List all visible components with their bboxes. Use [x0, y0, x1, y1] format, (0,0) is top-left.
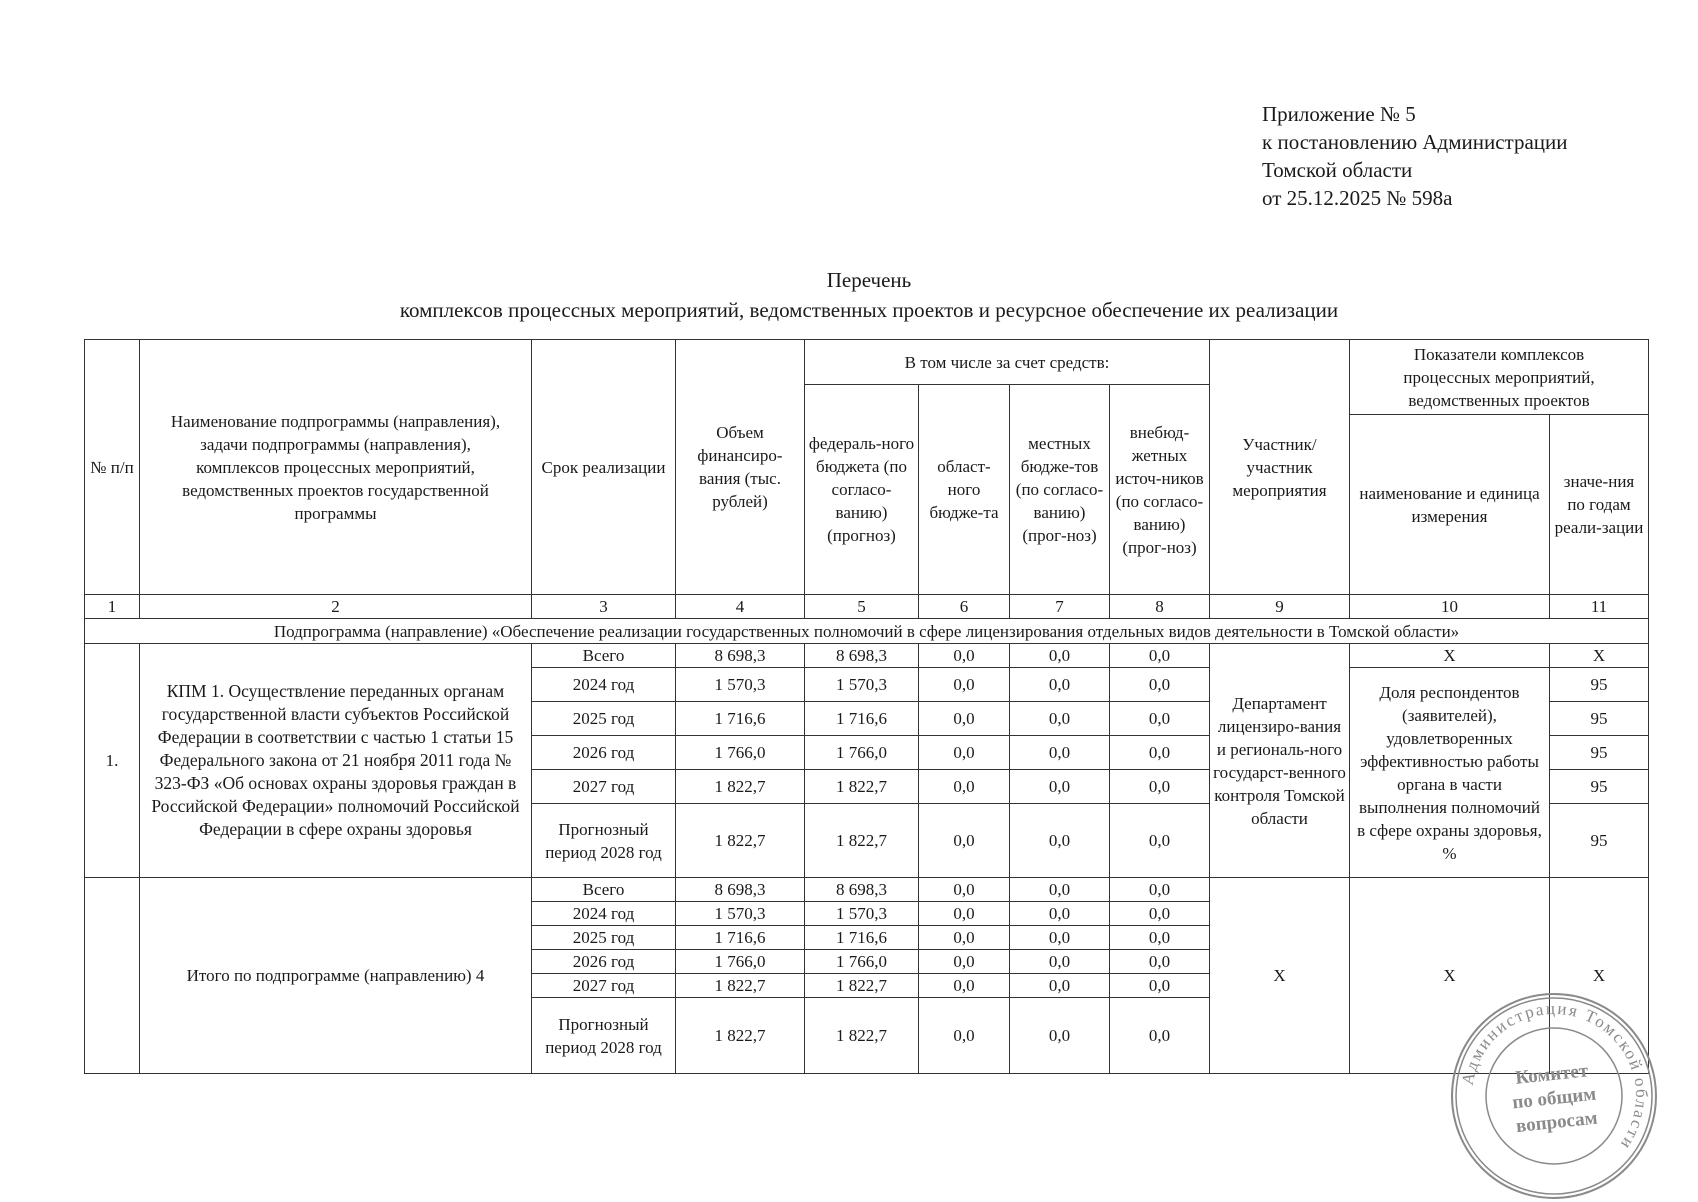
- header-federal: федераль-ного бюджета (по согласо-ванию) (прогноз): [805, 385, 919, 595]
- indicator-name-cell: Доля респондентов (заявителей), удовлетворенных эффективностью работы органа в части выполнения полномочий в сфере охраны здоровья, %: [1350, 668, 1550, 878]
- col-number: 9: [1210, 595, 1350, 619]
- appendix-date-line: от 25.12.2025 № 598а: [1262, 186, 1453, 210]
- appendix-block: [1262, 100, 1568, 212]
- appendix-line: Приложение № 5: [1262, 102, 1416, 126]
- volume-cell: 1 822,7: [676, 804, 805, 878]
- term-cell: 2026 год: [532, 736, 676, 770]
- volume-cell: 1 822,7: [676, 770, 805, 804]
- regional-cell: 0,0: [919, 736, 1010, 770]
- term-cell: 2025 год: [532, 702, 676, 736]
- value-x-cell: X: [1550, 644, 1649, 668]
- term-cell: 2025 год: [532, 926, 676, 950]
- col-number: 1: [85, 595, 140, 619]
- col-number: 8: [1110, 595, 1210, 619]
- appendix-line: Томской области: [1262, 158, 1413, 182]
- header-volume: Объем финансиро-вания (тыс. рублей): [676, 340, 805, 595]
- stamp-ring-text: Администрация Томской области: [1457, 998, 1652, 1155]
- header-num: № п/п: [85, 340, 140, 595]
- term-cell: Всего: [532, 644, 676, 668]
- extra-cell: 0,0: [1110, 974, 1210, 998]
- indicator-value-cell: 95: [1550, 770, 1649, 804]
- local-cell: 0,0: [1010, 644, 1110, 668]
- local-cell: 0,0: [1010, 770, 1110, 804]
- indicator-value-cell: 95: [1550, 804, 1649, 878]
- header-name: Наименование подпрограммы (направления), задачи подпрограммы (направления), комплексов процессных мероприятий, ведомственных проектов государственной программы: [140, 340, 532, 595]
- federal-cell: 1 716,6: [805, 702, 919, 736]
- local-cell: 0,0: [1010, 974, 1110, 998]
- extra-cell: 0,0: [1110, 804, 1210, 878]
- total-row: [85, 878, 1649, 902]
- header-local: местных бюдже-тов (по согласо-ванию) (прог-ноз): [1010, 385, 1110, 595]
- federal-cell: 8 698,3: [805, 644, 919, 668]
- term-cell: 2027 год: [532, 770, 676, 804]
- regional-cell: 0,0: [919, 998, 1010, 1074]
- col-number: 10: [1350, 595, 1550, 619]
- federal-cell: 1 822,7: [805, 998, 919, 1074]
- volume-cell: 1 766,0: [676, 736, 805, 770]
- local-cell: 0,0: [1010, 926, 1110, 950]
- indicator-value-cell: 95: [1550, 702, 1649, 736]
- official-stamp: [1448, 990, 1660, 1202]
- indicator-x-cell: X: [1350, 644, 1550, 668]
- indicator-value-cell: 95: [1550, 736, 1649, 770]
- volume-cell: 1 716,6: [676, 926, 805, 950]
- extra-cell: 0,0: [1110, 668, 1210, 702]
- local-cell: 0,0: [1010, 668, 1110, 702]
- indicator-value-cell: 95: [1550, 668, 1649, 702]
- term-cell: 2024 год: [532, 668, 676, 702]
- extra-cell: 0,0: [1110, 998, 1210, 1074]
- appendix-line: к постановлению Администрации: [1262, 130, 1568, 154]
- table-row: [85, 644, 1649, 668]
- extra-cell: 0,0: [1110, 902, 1210, 926]
- subprogram-row: [85, 619, 1649, 644]
- header-indicator-name: наименование и единица измерения: [1350, 415, 1550, 595]
- volume-cell: 1 570,3: [676, 668, 805, 702]
- local-cell: 0,0: [1010, 878, 1110, 902]
- participant-cell: Департамент лицензиро-вания и региональ-ного государст-венного контроля Томской области: [1210, 644, 1350, 878]
- col-number: 3: [532, 595, 676, 619]
- regional-cell: 0,0: [919, 950, 1010, 974]
- regional-cell: 0,0: [919, 974, 1010, 998]
- header-participant: Участник/ участник мероприятия: [1210, 340, 1350, 595]
- total-participant: X: [1210, 878, 1350, 1074]
- stamp-center-line: по общим: [1511, 1083, 1598, 1114]
- extra-cell: 0,0: [1110, 702, 1210, 736]
- total-indicator: X: [1350, 878, 1550, 1074]
- header-term: Срок реализации: [532, 340, 676, 595]
- col-number: 6: [919, 595, 1010, 619]
- volume-cell: 1 822,7: [676, 974, 805, 998]
- title-subtitle: комплексов процессных мероприятий, ведомственных проектов и ресурсное обеспечение их реализации: [399, 298, 1339, 322]
- federal-cell: 1 822,7: [805, 804, 919, 878]
- regional-cell: 0,0: [919, 668, 1010, 702]
- volume-cell: 8 698,3: [676, 644, 805, 668]
- local-cell: 0,0: [1010, 998, 1110, 1074]
- federal-cell: 8 698,3: [805, 878, 919, 902]
- kpm-name: КПМ 1. Осуществление переданных органам государственной власти субъектов Российской Федерации в соответствии с частью 1 статьи 15 Федерального закона от 21 ноября 2011 года № 323-ФЗ «Об основах охраны здоровья граждан в Российской Федерации» полномочий Российской Федерации в сфере охраны здоровья: [140, 644, 532, 878]
- term-cell: 2026 год: [532, 950, 676, 974]
- stamp-center-line: Комитет: [1514, 1060, 1590, 1089]
- volume-cell: 1 570,3: [676, 902, 805, 926]
- col-number: 11: [1550, 595, 1649, 619]
- funding-table: [84, 339, 1649, 1074]
- extra-cell: 0,0: [1110, 736, 1210, 770]
- header-extra: внебюд-жетных источ-ников (по согласо-ванию) (прог-ноз): [1110, 385, 1210, 595]
- federal-cell: 1 822,7: [805, 770, 919, 804]
- header-indicators-group: Показатели комплексов процессных мероприятий, ведомственных проектов: [1350, 340, 1649, 415]
- column-numbers-row: [85, 595, 1649, 619]
- extra-cell: 0,0: [1110, 926, 1210, 950]
- header-regional: област-ного бюдже-та: [919, 385, 1010, 595]
- subprogram-title: Подпрограмма (направление) «Обеспечение реализации государственных полномочий в сфере лицензирования отдельных видов деятельности в Томской области»: [85, 619, 1649, 644]
- federal-cell: 1 822,7: [805, 974, 919, 998]
- extra-cell: 0,0: [1110, 770, 1210, 804]
- regional-cell: 0,0: [919, 804, 1010, 878]
- col-number: 4: [676, 595, 805, 619]
- volume-cell: 1 716,6: [676, 702, 805, 736]
- total-num-empty: [85, 878, 140, 1074]
- term-cell: Прогнозный период 2028 год: [532, 804, 676, 878]
- volume-cell: 8 698,3: [676, 878, 805, 902]
- regional-cell: 0,0: [919, 644, 1010, 668]
- header-funds-group: В том числе за счет средств:: [805, 340, 1210, 385]
- volume-cell: 1 822,7: [676, 998, 805, 1074]
- col-number: 5: [805, 595, 919, 619]
- local-cell: 0,0: [1010, 736, 1110, 770]
- regional-cell: 0,0: [919, 902, 1010, 926]
- title-line: Перечень: [826, 268, 912, 292]
- col-number: 7: [1010, 595, 1110, 619]
- total-value: X: [1550, 878, 1649, 1074]
- regional-cell: 0,0: [919, 770, 1010, 804]
- document-title: [84, 265, 1654, 325]
- local-cell: 0,0: [1010, 950, 1110, 974]
- header-indicator-values: значе-ния по годам реали-зации: [1550, 415, 1649, 595]
- term-cell: Прогнозный период 2028 год: [532, 998, 676, 1074]
- col-number: 2: [140, 595, 532, 619]
- regional-cell: 0,0: [919, 702, 1010, 736]
- kpm-number: 1.: [85, 644, 140, 878]
- extra-cell: 0,0: [1110, 878, 1210, 902]
- federal-cell: 1 570,3: [805, 668, 919, 702]
- regional-cell: 0,0: [919, 926, 1010, 950]
- federal-cell: 1 570,3: [805, 902, 919, 926]
- local-cell: 0,0: [1010, 702, 1110, 736]
- local-cell: 0,0: [1010, 902, 1110, 926]
- extra-cell: 0,0: [1110, 950, 1210, 974]
- term-cell: 2024 год: [532, 902, 676, 926]
- extra-cell: 0,0: [1110, 644, 1210, 668]
- regional-cell: 0,0: [919, 878, 1010, 902]
- federal-cell: 1 766,0: [805, 950, 919, 974]
- total-label: Итого по подпрограмме (направлению) 4: [140, 878, 532, 1074]
- term-cell: 2027 год: [532, 974, 676, 998]
- term-cell: Всего: [532, 878, 676, 902]
- federal-cell: 1 716,6: [805, 926, 919, 950]
- local-cell: 0,0: [1010, 804, 1110, 878]
- volume-cell: 1 766,0: [676, 950, 805, 974]
- federal-cell: 1 766,0: [805, 736, 919, 770]
- stamp-center-line: вопросам: [1515, 1107, 1599, 1138]
